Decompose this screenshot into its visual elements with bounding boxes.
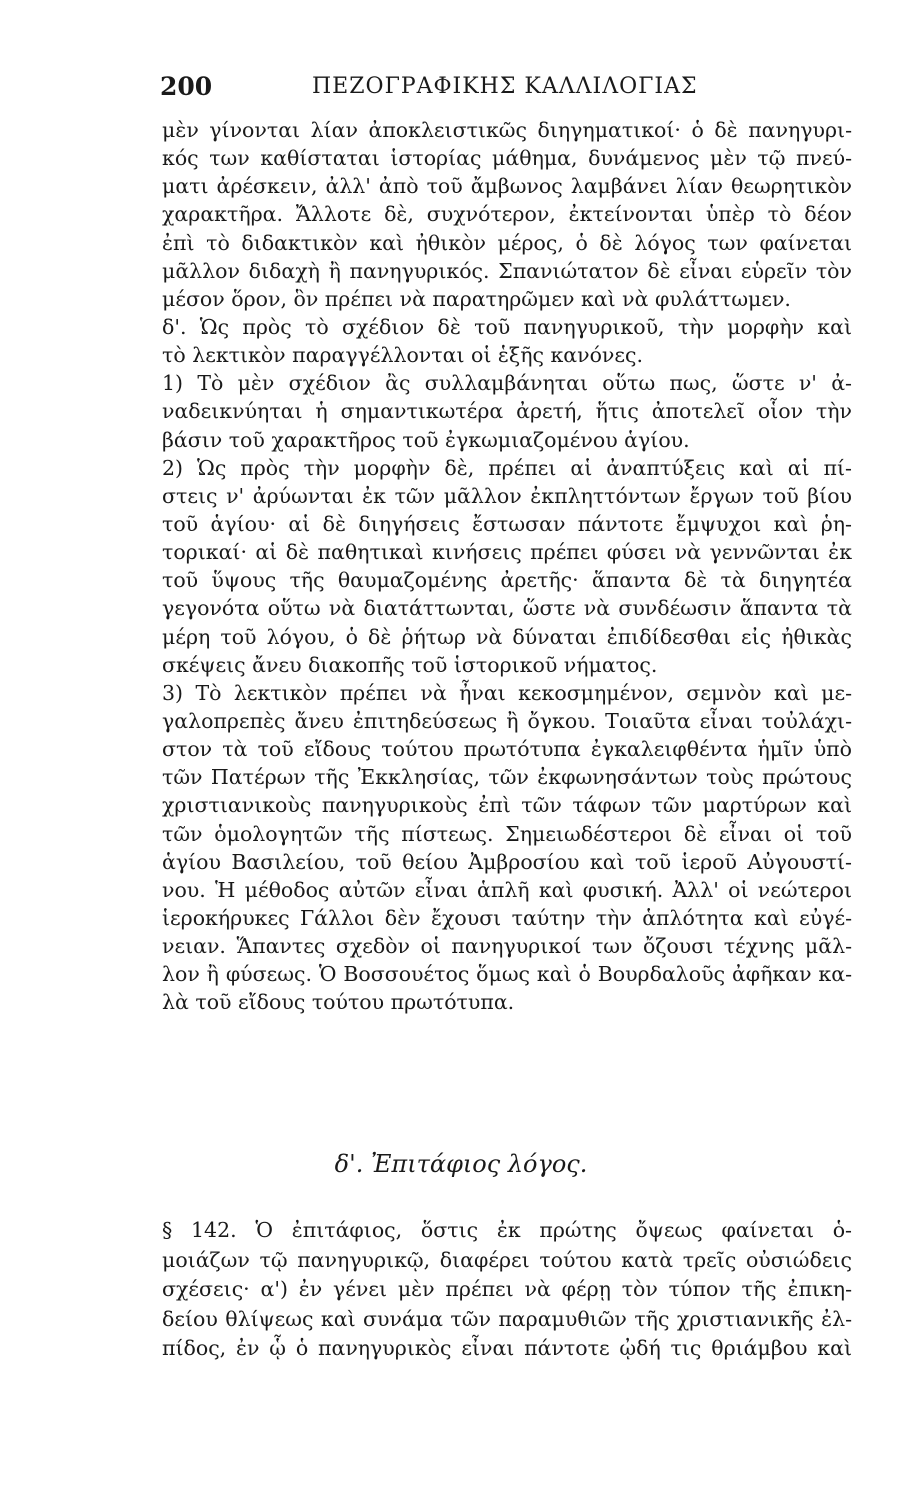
text-line: 1) Τὸ μὲν σχέδιον ἂς συλλαμβάνηται οὕτω πως, ὥστε ν' ἀ- — [162, 371, 852, 396]
text-line: μοιάζων τῷ πανηγυρικῷ, διαφέρει τούτου κατὰ τρεῖς οὐσιώδεις — [162, 1247, 852, 1272]
running-title: ΠΕΖΟΓΡΑΦΙΚΗΣ ΚΑΛΛΙΛΟΓΙΑΣ — [312, 74, 698, 99]
text-line: 2) Ὡς πρὸς τὴν μορφὴν δὲ, πρέπει αἱ ἀναπτύξεις καὶ αἱ πί- — [162, 455, 852, 480]
text-line: γεγονότα οὕτω νὰ διατάττωνται, ὥστε νὰ συνδέωσιν ἅπαντα τὰ — [162, 596, 852, 621]
text-line: μᾶλλον διδαχὴ ἢ πανηγυρικός. Σπανιώτατον δὲ εἶναι εὑρεῖν τὸν — [162, 258, 852, 283]
text-line: μέρη τοῦ λόγου, ὁ δὲ ῥήτωρ νὰ δύναται ἐπιδίδεσθαι εἰς ἠθικὰς — [162, 624, 852, 649]
text-line: τῶν Πατέρων τῆς Ἐκκλησίας, τῶν ἐκφωνησάντων τοὺς πρώτους — [162, 765, 852, 790]
text-line: τοῦ ὕψους τῆς θαυμαζομένης ἀρετῆς· ἅπαντα δὲ τὰ διηγητέα — [162, 568, 852, 593]
text-line: ματι ἀρέσκειν, ἀλλ' ἀπὸ τοῦ ἄμβωνος λαμβάνει λίαν θεωρητικὸν — [162, 174, 852, 199]
text-line: στεις ν' ἀρύωνται ἐκ τῶν μᾶλλον ἐκπληττόντων ἔργων τοῦ βίου — [162, 483, 852, 508]
text-line: ναδεικνύηται ἡ σημαντικωτέρα ἀρετή, ἥτις ἀποτελεῖ οἷον τὴν — [162, 399, 852, 424]
text-line: τὸ λεκτικὸν παραγγέλλονται οἱ ἑξῆς κανόνες. — [162, 343, 644, 368]
section-heading: δ'. Ἐπιτάφιος λόγος. — [334, 1150, 588, 1178]
text-line: στον τὰ τοῦ εἴδους τούτου πρωτότυπα ἐγκαλειφθέντα ἡμῖν ὑπὸ — [162, 737, 852, 762]
section-text — [162, 1216, 852, 1364]
text-line: χαρακτῆρα. Ἄλλοτε δὲ, συχνότερον, ἐκτείνονται ὑπὲρ τὸ δέον — [162, 202, 852, 227]
text-line: τῶν ὁμολογητῶν τῆς πίστεως. Σημειωδέστεροι δὲ εἶναι οἱ τοῦ — [162, 821, 852, 846]
text-line: ἱεροκήρυκες Γάλλοι δὲν ἔχουσι ταύτην τὴν ἁπλότητα καὶ εὐγέ- — [162, 905, 852, 930]
text-line: § 142. Ὁ ἐπιτάφιος, ὅστις ἐκ πρώτης ὄψεως φαίνεται ὁ- — [162, 1218, 852, 1242]
text-line: λον ἢ φύσεως. Ὁ Βοσσουέτος ὅμως καὶ ὁ Βουρδαλοῦς ἀφῆκαν κα- — [162, 962, 852, 987]
page-number: 200 — [160, 72, 213, 101]
text-line: σκέψεις ἄνευ διακοπῆς τοῦ ἱστορικοῦ νήματος. — [162, 652, 658, 677]
text-line: πίδος, ἐν ᾧ ὁ πανηγυρικὸς εἶναι πάντοτε ᾠδή τις θριάμβου καὶ — [162, 1336, 852, 1360]
text-line: νου. Ἡ μέθοδος αὐτῶν εἶναι ἁπλῆ καὶ φυσική. Ἀλλ' οἱ νεώτεροι — [162, 877, 852, 902]
text-line: δείου θλίψεως καὶ συνάμα τῶν παραμυθιῶν τῆς χριστιανικῆς ἐλ- — [162, 1306, 852, 1331]
body-text — [162, 116, 852, 1017]
text-line: δ'. Ὡς πρὸς τὸ σχέδιον δὲ τοῦ πανηγυρικοῦ, τὴν μορφὴν καὶ — [162, 314, 852, 339]
page-header — [160, 72, 850, 108]
text-line: μέσον ὅρον, ὃν πρέπει νὰ παρατηρῶμεν καὶ νὰ φυλάττωμεν. — [162, 286, 791, 311]
text-line: 3) Τὸ λεκτικὸν πρέπει νὰ ἦναι κεκοσμημένον, σεμνὸν καὶ με- — [162, 680, 852, 705]
text-line: σχέσεις· α') ἐν γένει μὲν πρέπει νὰ φέρῃ τὸν τύπον τῆς ἐπικη- — [162, 1277, 852, 1301]
text-line: γαλοπρεπὲς ἄνευ ἐπιτηδεύσεως ἢ ὄγκου. Τοιαῦτα εἶναι τοὐλάχι- — [162, 708, 852, 733]
text-line: λὰ τοῦ εἴδους τούτου πρωτότυπα. — [162, 990, 515, 1015]
text-line: τοῦ ἁγίου· αἱ δὲ διηγήσεις ἔστωσαν πάντοτε ἔμψυχοι καὶ ῥη- — [162, 511, 852, 536]
text-line: νειαν. Ἅπαντες σχεδὸν οἱ πανηγυρικοί των ὄζουσι τέχνης μᾶλ- — [162, 934, 852, 959]
text-line: ἐπὶ τὸ διδακτικὸν καὶ ἠθικὸν μέρος, ὁ δὲ λόγος των φαίνεται — [162, 230, 852, 255]
text-line: μὲν γίνονται λίαν ἀποκλειστικῶς διηγηματικοί· ὁ δὲ πανηγυρι- — [162, 118, 852, 142]
text-line: βάσιν τοῦ χαρακτῆρος τοῦ ἐγκωμιαζομένου ἁγίου. — [162, 427, 690, 452]
text-line: κός των καθίσταται ἱστορίας μάθημα, δυνάμενος μὲν τῷ πνεύ- — [162, 146, 852, 171]
text-line: χριστιανικοὺς πανηγυρικοὺς ἐπὶ τῶν τάφων τῶν μαρτύρων καὶ — [162, 793, 852, 818]
text-line: ἁγίου Βασιλείου, τοῦ θείου Ἀμβροσίου καὶ τοῦ ἱεροῦ Αὐγουστί- — [162, 849, 852, 874]
text-line: τορικαί· αἱ δὲ παθητικαὶ κινήσεις πρέπει φύσει νὰ γεννῶνται ἐκ — [162, 540, 852, 565]
